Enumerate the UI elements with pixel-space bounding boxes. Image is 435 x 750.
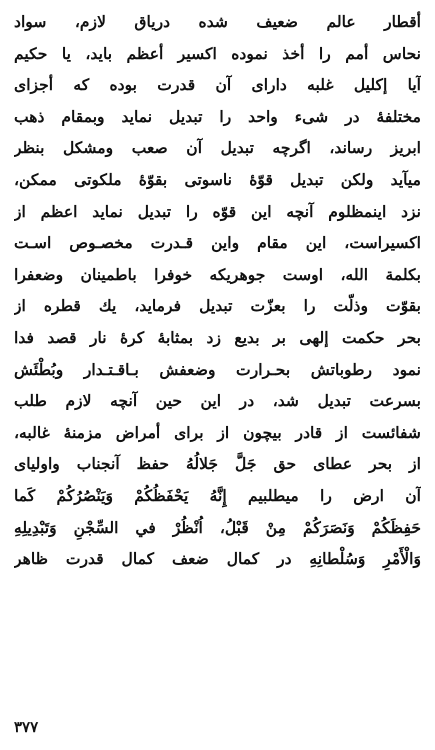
text-line: آيا إكليل غلبه داراى آن قدرت بوده كه أجزاى bbox=[14, 75, 421, 95]
text-line: از بحر عطاى حق جَلَّ جَلالُهُ حفظ آنجناب واولياى bbox=[14, 454, 421, 474]
text-line: آن ارض را ميطلبيم إِنَّهُ يَحْفَظُكُمْ وَيَنْصُرُكُمْ كَما bbox=[14, 485, 421, 505]
text-line: بكلمة الله، اوست جوهريكه خوفرا باطمينان وضعفرا bbox=[14, 264, 421, 284]
body-text bbox=[14, 6, 421, 575]
text-line: ابريز رساند، اگرچه تبديل آن صعب ومشكل بنظر bbox=[14, 138, 421, 158]
text-line: نزد اينمظلوم آنچه اين قوّه را تبديل نمايد اعظم از bbox=[14, 201, 421, 221]
text-line: مختلفهٔ در شىء واحد را تبديل نمايد وبمقام ذهب bbox=[14, 106, 421, 126]
text-line: اكسيراست، اين مقام واين قـدرت مخصـوص اسـت bbox=[14, 233, 421, 253]
text-line: بقوّت وذلّت را بعزّت تبديل فرمايد، يك قطره از bbox=[14, 296, 421, 316]
text-line: بحر حكمت إلهى بر بديع زد بمثابهٔ كرهٔ نار قصد فدا bbox=[14, 327, 421, 347]
text-line: نحاس أمم را أخذ نموده اكسير أعظم بايد، يا حكيم bbox=[14, 43, 421, 63]
text-line: بسرعت تبديل شد، در اين حين آنچه لازم طلب bbox=[14, 391, 421, 411]
text-line: وَالْأَمْرِ وَسُلْطانِهِ در كمال ضعف كمال قدرت ظاهر bbox=[14, 549, 421, 569]
text-line: أقطار عالم ضعيف شده درياق لازم، سواد bbox=[14, 12, 421, 31]
text-line: شفائست از قادر بيچون از براى أمراض مزمنهٔ غالبه، bbox=[14, 422, 421, 442]
text-line: حَفِظَكُمْ وَنَصَرَكُمْ مِنْ قَبْلُ، اُنْظُرْ في السِّجْنِ وَتَبْدِيلِهِ bbox=[14, 517, 421, 537]
text-line: نمود رطوباتش بحـرارت وضعفش بـاقـتـدار وبُطْئَش bbox=[14, 359, 421, 379]
text-line: ميآيد ولكن تبديل قوّهٔ ناسوتى بقوّهٔ ملكوتى ممكن، bbox=[14, 169, 421, 189]
page-number: ۳۷۷ bbox=[14, 718, 39, 736]
